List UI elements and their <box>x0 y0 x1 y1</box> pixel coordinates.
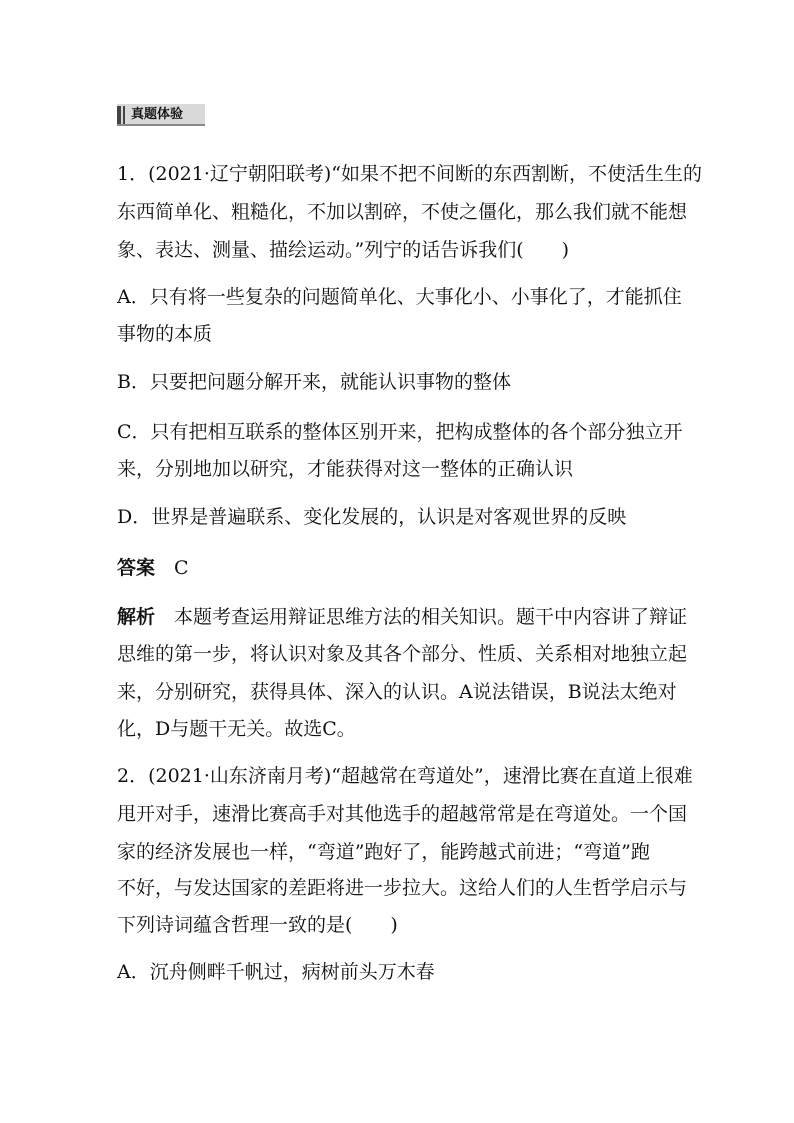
q2-option-a: A．沉舟侧畔千帆过，病树前头万木春 <box>117 961 435 983</box>
q1-stem-line-1: 1．(2021·辽宁朝阳联考)“如果不把不间断的东西割断，不使活生生的 <box>117 163 703 185</box>
q1-stem-line-3: 象、表达、测量、描绘运动。”列宁的话告诉我们( ) <box>117 239 570 261</box>
q1-stem-line-2: 东西简单化、粗糙化，不加以割碎，不使之僵化，那么我们就不能想 <box>117 201 688 223</box>
q1-option-b: B．只要把问题分解开来，就能认识事物的整体 <box>117 371 511 393</box>
q1-option-c-line-1: C．只有把相互联系的整体区别开来，把构成整体的各个部分独立开 <box>117 421 683 443</box>
q1-option-c-line-2: 来，分别地加以研究，才能获得对这一整体的正确认识 <box>117 458 574 480</box>
q1-option-a-line-1: A．只有将一些复杂的问题简单化、大事化小、小事化了，才能抓住 <box>117 286 682 308</box>
q2-stem-line-1: 2．(2021·山东济南月考)“超越常在弯道处”，速滑比赛在直道上很难 <box>117 765 693 787</box>
section-tag <box>117 104 205 126</box>
q1-option-d: D．世界是普遍联系、变化发展的，认识是对客观世界的反映 <box>117 506 627 528</box>
answer-value: C <box>174 557 189 579</box>
answer-label: 答案 <box>117 557 156 579</box>
q1-option-a-line-2: 事物的本质 <box>117 323 213 345</box>
q1-answer <box>117 556 189 580</box>
analysis-label: 解析 <box>117 606 156 628</box>
tag-bar-mark-thin <box>123 106 125 124</box>
q1-analysis-line-3: 来，分别研究，获得具体、深入的认识。A说法错误，B说法太绝对 <box>117 681 677 703</box>
section-tag-label: 真题体验 <box>131 107 184 122</box>
q2-stem-line-2: 甩开对手，速滑比赛高手对其他选手的超越常常是在弯道处。一个国 <box>117 803 688 825</box>
q2-stem-line-4: 不好，与发达国家的差距将进一步拉大。这给人们的人生哲学启示与 <box>117 877 688 899</box>
q1-analysis-line-2: 思维的第一步，将认识对象及其各个部分、性质、关系相对地独立起 <box>117 643 688 665</box>
q2-stem-line-5: 下列诗词蕴含哲理一致的是( ) <box>117 914 398 936</box>
q1-analysis-line-1 <box>117 605 687 629</box>
q1-analysis-line-4: 化，D与题干无关。故选C。 <box>117 718 356 740</box>
analysis-text-1: 本题考查运用辩证思维方法的相关知识。题干中内容讲了辩证 <box>174 606 688 628</box>
tag-bar-mark <box>117 106 121 124</box>
q2-stem-line-3: 家的经济发展也一样，“弯道”跑好了，能跨越式前进；“弯道”跑 <box>117 841 650 863</box>
